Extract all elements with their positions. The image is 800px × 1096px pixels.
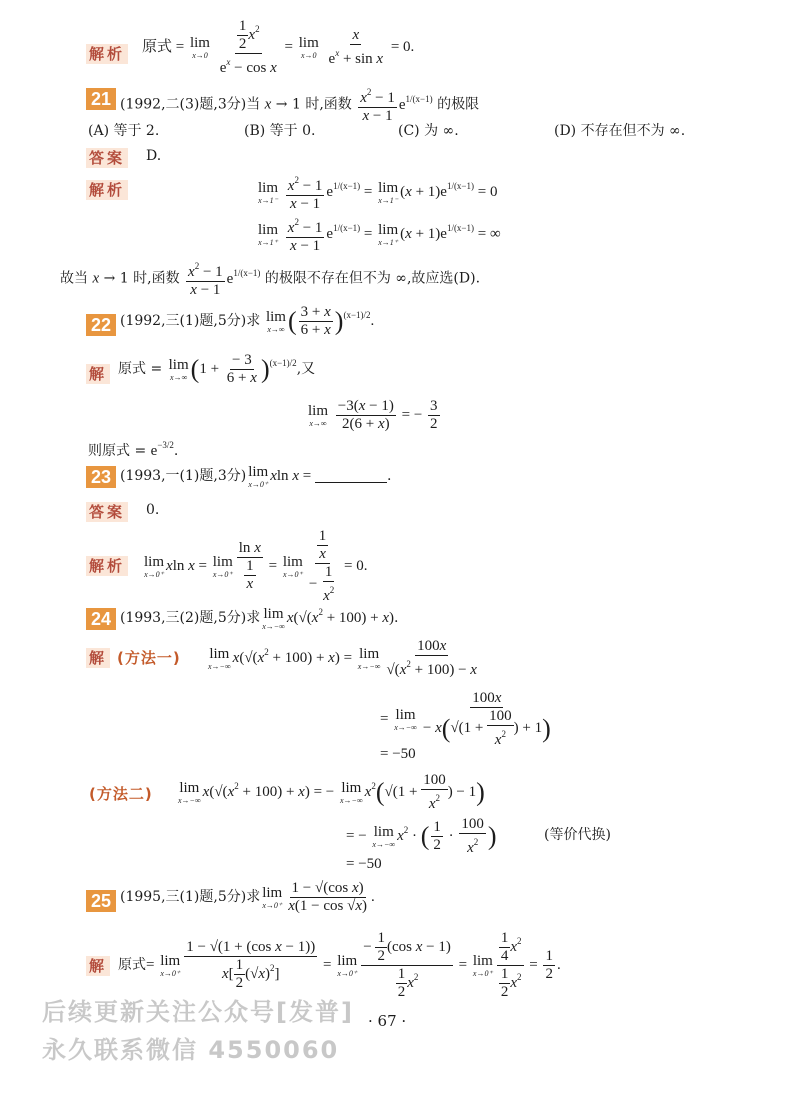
watermark-line-1: 后续更新关注公众号[发普] [42,998,354,1026]
p23-question: (1993,一(1)题,3分) lim x→0⁺ xln x = . [120,464,392,489]
answer-label: 答案 [86,148,128,168]
p21-right-limit: lim x→1⁺ $\frac{x^2 - 1}{x - 1}$ $e^{1/(x-1)}$ = lim x→1⁺ $(x + 1)e^{1/(x-1)}$ = ∞ [256,214,501,255]
analysis-label: 解析 [86,44,128,64]
p23-answer: 0. [146,502,160,518]
option-c: (C) 为 ∞. [398,123,459,139]
answer-blank [315,468,387,483]
analysis-label: 解析 [86,180,128,200]
solution-label: 解 [86,364,110,384]
problem-number-badge: 22 [86,314,116,336]
solution-label: 解 [86,648,110,668]
answer-label: 答案 [86,502,128,522]
analysis-label: 解析 [86,556,128,576]
p24-method1-line2: = lim x→−∞ 100x − x(√(1 + $\frac{100}{x^2}$ ) + 1) [380,690,551,748]
solution-label: 解 [86,956,110,976]
p22-line1: 原式 = lim x→∞ (1 + $\frac{- 3}{6 + x}$ )$^{(x-1)/2}$,又 [118,352,316,386]
p23-line: lim x→0⁺ xln x = lim x→0⁺ $\frac{\text{ln x}}{\frac{1}{x}}$ = lim x→0⁺ $\frac{1}{x}$ − $\frac{1}{x^2}$ = 0. [144,528,368,604]
p25-line: 原式= lim x→0⁺ 1 − √(1 + (cos x − 1)) x[ $\frac{1}{2}$ $(√x)^2$] = lim x→0⁺ − $\frac{1}{2}$ (cos x − 1) $\frac{1}{2}$ $x^2$ = lim x→0⁺ $\frac{1}{4}$ $x^2$ $\frac{1}{2}$ $x^2$ = $\frac{1}{2}$ . [118,930,561,1000]
watermark-line-2: 永久联系微信 4550060 [42,1036,340,1064]
option-d: (D) 不存在但不为 ∞. [554,123,686,139]
p24-method1-line1: lim x→−∞ $x(√(x^2 + 100) + x)$ = lim x→−∞ $\frac{100x}{√(x^2 + 100) - x}$ [208,638,477,678]
p21-question: (1992,二(3)题,3分)当 x → 1 时,函数 $\frac{x^2 - 1}{x - 1}$ $e^{1/(x-1)}$ 的极限 [120,84,479,125]
problem-number-badge: 23 [86,466,116,488]
p24-method2-line3: = −50 [346,856,382,872]
p24-method1-line3: = −50 [380,746,416,762]
p20-solution-formula: 原式 = lim x→0 $\frac{1}{2}$ $x^2$ $e^x - \cos x$ = lim x→0 $\frac{x}{e^x + \sin x}$ = 0. [142,18,415,76]
problem-number-badge: 21 [86,88,116,110]
p22-line3: 则原式 = $e^{-3/2}$. [88,440,179,459]
option-b: (B) 等于 0. [244,123,316,139]
problem-number-badge: 24 [86,608,116,630]
equivalence-note: (等价代换) [544,827,611,843]
p21-left-limit: lim x→1⁻ $\frac{x^2 - 1}{x - 1}$ $e^{1/(x-1)}$ = lim x→1⁻ $(x + 1)e^{1/(x-1)} = 0$ [256,172,497,213]
p25-question: (1995,三(1)题,5分)求 lim x→0⁺ $\frac{\text{1 − √(cos x)}}{x(1 - \cos √x)}$ . [120,880,375,914]
p24-question: (1993,三(2)题,5分)求 lim x→−∞ $x(√(x^2 + 100) + x)$. [120,606,399,631]
method-two-label: (方法二) [89,785,153,803]
problem-number-badge: 25 [86,890,116,912]
p24-method2-line1: lim x→−∞ $x(√(x^2 + 100) + x)$ = − lim x→−∞ $x^2(√(1$ + $\frac{100}{x^2}$ ) − 1) [178,772,485,812]
p22-question: (1992,三(1)题,5分)求 lim x→∞ ( $\frac{3 + x}{6 + x}$ )$^{(x-1)/2}$. [120,304,375,338]
method-one-label: (方法一) [117,649,181,667]
p21-answer: D. [146,148,162,164]
p24-method2-line2: = − lim x→−∞ $x^2$ · ( $\frac{1}{2}$ · $\frac{100}{x^2}$ ) [346,816,497,856]
page-number: · 67 · [368,1012,407,1030]
p21-conclusion: 故当 x → 1 时,函数 $\frac{x^2 - 1}{x - 1}$ $e^{1/(x-1)}$ 的极限不存在但不为 ∞,故应选(D). [60,258,480,299]
option-a: (A) 等于 2. [88,123,160,139]
p22-line2: lim x→∞ $\frac{-3(x - 1)}{2(6 + x)}$ = − $\frac{3}{2}$ [308,398,438,432]
